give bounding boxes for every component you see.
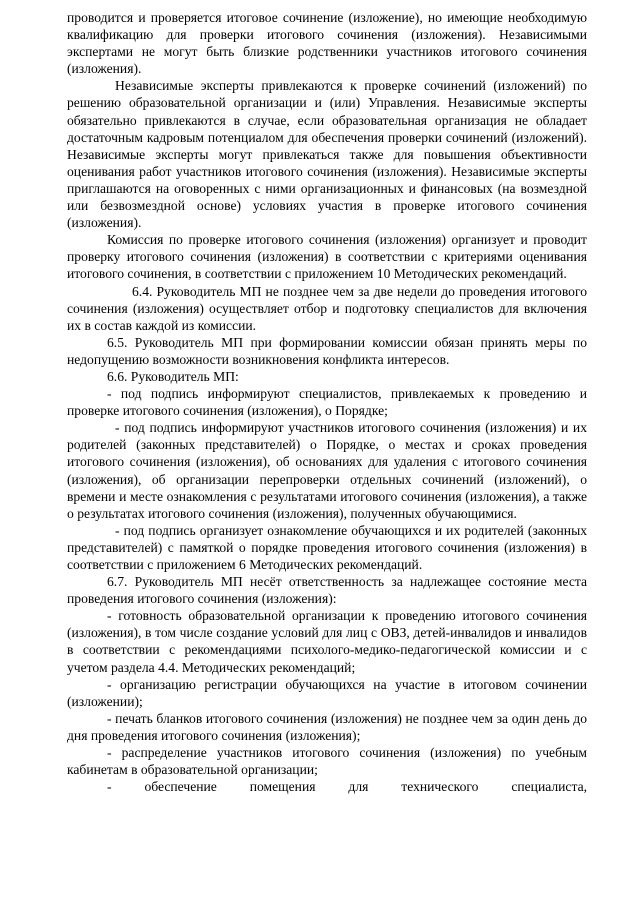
list-item-printing: - печать бланков итогового сочинения (изложения) не позднее чем за один день до дня проведения итогового сочинения (изложения); <box>67 710 587 743</box>
list-item-memo-familiarization: - под подпись организует ознакомление обучающихся и их родителей (законных представителей) с памяткой о порядке проведения итогового сочинения (изложения) в соответствии с приложением 6 Методических рекомендаций. <box>67 522 587 572</box>
list-item-tech-room: - обеспечение помещения для технического специалиста, <box>107 779 587 795</box>
paragraph-6-5: 6.5. Руководитель МП при формировании комиссии обязан принять меры по недопущению возможности возникновения конфликта интересов. <box>67 334 587 367</box>
list-item-registration: - организацию регистрации обучающихся на участие в итоговом сочинении (изложении); <box>67 676 587 709</box>
paragraph-experts-intro: проводится и проверяется итоговое сочинение (изложение), но имеющие необходимую квалификацию для проверки итогового сочинения (изложения). Независимыми экспертами не могут быть близкие родственники участников итогового сочинения (изложения). <box>67 10 587 77</box>
list-item-inform-specialists: - под подпись информируют специалистов, привлекаемых к проведению и проверке итогового сочинения (изложения), о Порядке; <box>67 386 587 419</box>
paragraph-6-4: 6.4. Руководитель МП не позднее чем за две недели до проведения итогового сочинения (изложения) осуществляет отбор и подготовку специалистов для включения их в состав каждой из комиссии. <box>67 283 587 333</box>
paragraph-6-6: 6.6. Руководитель МП: <box>107 368 239 384</box>
list-item-readiness: - готовность образовательной организации к проведению итогового сочинения (изложения), в том числе создание условий для лиц с ОВЗ, детей-инвалидов и инвалидов в соответствии с рекомендациями психолого-медико-педагогической комиссии и с учетом раздела 4.4. Методических рекомендаций; <box>67 608 587 675</box>
list-item-distribution: - распределение участников итогового сочинения (изложения) по учебным кабинетам в образовательной организации; <box>67 745 587 778</box>
paragraph-commission-check: Комиссия по проверке итогового сочинения (изложения) организует и проводит проверку итогового сочинения (изложения) в соответствии с критериями оценивания итогового сочинения, в соответствии с приложением 10 Методических рекомендаций. <box>67 232 587 282</box>
paragraph-independent-experts: Независимые эксперты привлекаются к проверке сочинений (изложений) по решению образовательной организации и (или) Управления. Независимые эксперты обязательно привлекаются в случае, если образовательная организация не обладает достаточным кадровым потенциалом для обеспечения проверки сочинений (изложений). Независимые эксперты могут привлекаться также для повышения объективности оценивания работ участников итогового сочинения (изложения). Независимые эксперты приглашаются на оговоренных с ними организационных и финансовых (на возмездной или безвозмездной основе) условиях участия в проверке итогового сочинения (изложения). <box>67 78 587 231</box>
paragraph-6-7: 6.7. Руководитель МП несёт ответственность за надлежащее состояние места проведения итогового сочинения (изложения): <box>67 574 587 607</box>
document-body <box>67 9 587 795</box>
list-item-inform-participants: - под подпись информируют участников итогового сочинения (изложения) и их родителей (законных представителей) о Порядке, о местах и сроках проведения итогового сочинения (изложения), об основаниях для удаления с итогового сочинения (изложения), об организации перепроверки отдельных сочинений (изложений), о времени и месте ознакомления с результатами итогового сочинения (изложения), а также о результатах итогового сочинения (изложения), полученных обучающимися. <box>67 420 587 521</box>
